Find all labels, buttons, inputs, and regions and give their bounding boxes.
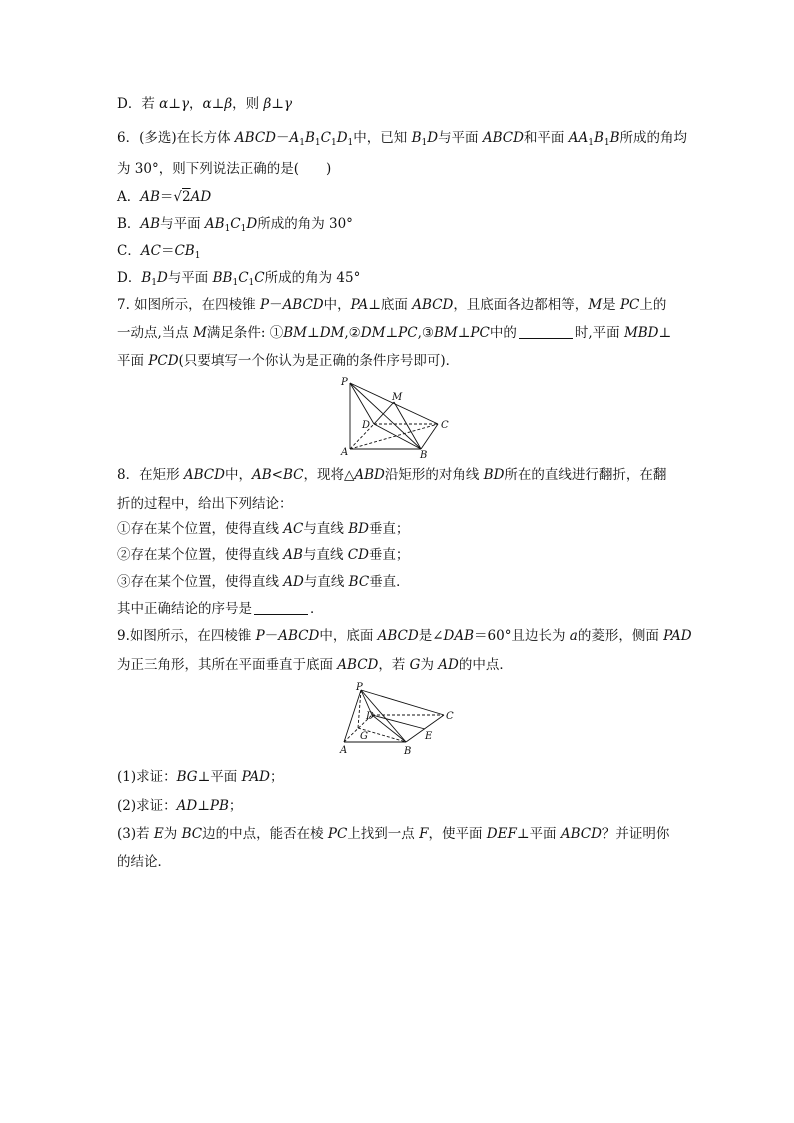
- label-b: B: [420, 450, 428, 461]
- label-p: P: [356, 682, 363, 693]
- q6-stem-line1: 6．(多选)在长方体 $ABCD-A_1B_1C_1D_1$中，已知 $B_1D$与平面 ABCD和平面 $AA_1B_1B$所成的角均: [117, 130, 688, 148]
- q8-stem-line1: 8．在矩形 ABCD中，AB<BC，现将△ABD沿矩形的对角线 BD所在的直线进行翻折，在翻: [117, 467, 667, 483]
- q8-item-3: ③存在某个位置，使得直线 AD与直线 BC垂直．: [117, 574, 410, 590]
- sqrt-symbol: √: [173, 189, 183, 205]
- edge-pd: [350, 383, 374, 424]
- q6-option-a: A．AB＝√2AD: [117, 189, 212, 205]
- q8-item-1: ①存在某个位置，使得直线 AC与直线 BD垂直；: [117, 521, 410, 537]
- q9-stem-line2: 为正三角形，其所在平面垂直于底面 ABCD，若 G为 AD的中点．: [117, 657, 513, 673]
- q6-option-c: C．$AC=CB_1$: [117, 243, 201, 261]
- label-a: A: [341, 447, 349, 458]
- q9-part-3: (3)若 E为 BC边的中点，能否在棱 PC上找到一点 F，使平面 DEF⊥平面 ABCD？并证明你: [117, 826, 670, 842]
- segment-de: [372, 715, 425, 729]
- label-e: E: [425, 731, 433, 742]
- q7-stem-line3: 平面 PCD(只要填写一个你认为是正确的条件序号即可)．: [117, 353, 460, 369]
- q9-part-2: (2)求证：AD⊥PB；: [117, 798, 243, 814]
- q7-stem-line2: 一动点,当点 M满足条件: ①BM⊥DM,②DM⊥PC,③BM⊥PC中的 时,平面 MBD⊥: [117, 325, 672, 341]
- label-d: D: [362, 420, 371, 431]
- q7-answer-blank[interactable]: [519, 325, 573, 339]
- q5-option-d: D．若 α⊥γ，α⊥β，则 β⊥γ: [117, 96, 293, 112]
- q9-pyramid-svg: [336, 682, 461, 762]
- q8-item-2: ②存在某个位置，使得直线 AB与直线 CD垂直；: [117, 547, 410, 563]
- q6-stem-line2: 为 30°，则下列说法正确的是( ): [117, 161, 332, 177]
- edge-pc: [350, 383, 438, 424]
- label-c: C: [441, 420, 449, 431]
- q7-pyramid-svg: [338, 375, 458, 460]
- q6-option-d: D．$B_1D$与平面 $BB_1C_1C$所成的角为 45°: [117, 270, 361, 288]
- q8-answer-blank[interactable]: [254, 601, 308, 615]
- label-p: P: [341, 377, 348, 388]
- label-a: A: [340, 745, 348, 756]
- label-c: C: [446, 711, 454, 722]
- label-d: D: [366, 711, 375, 722]
- label-m: M: [392, 392, 403, 403]
- q7-stem-line1: 7. 如图所示，在四棱锥 P－ABCD中，PA⊥底面 ABCD，且底面各边都相等，M是 PC上的: [117, 297, 667, 313]
- q8-stem-line2: 折的过程中，给出下列结论：: [117, 496, 293, 512]
- q9-part-3-cont: 的结论．: [117, 854, 171, 870]
- q6-option-b: B．AB与平面 $AB_1C_1D$所成的角为 30°: [117, 216, 353, 234]
- q7-pyramid-figure: [338, 375, 458, 460]
- q8-ask: 其中正确结论的序号是 ．: [117, 601, 324, 617]
- label-b: B: [404, 746, 412, 757]
- q9-pyramid-figure: [336, 682, 461, 762]
- label-g: G: [360, 731, 368, 742]
- q9-part-1: (1)求证：BG⊥平面 PAD；: [117, 769, 284, 785]
- q9-stem-line1: 9.如图所示，在四棱锥 P－ABCD中，底面 ABCD是∠DAB＝60°且边长为 a的菱形，侧面 PAD: [117, 628, 692, 644]
